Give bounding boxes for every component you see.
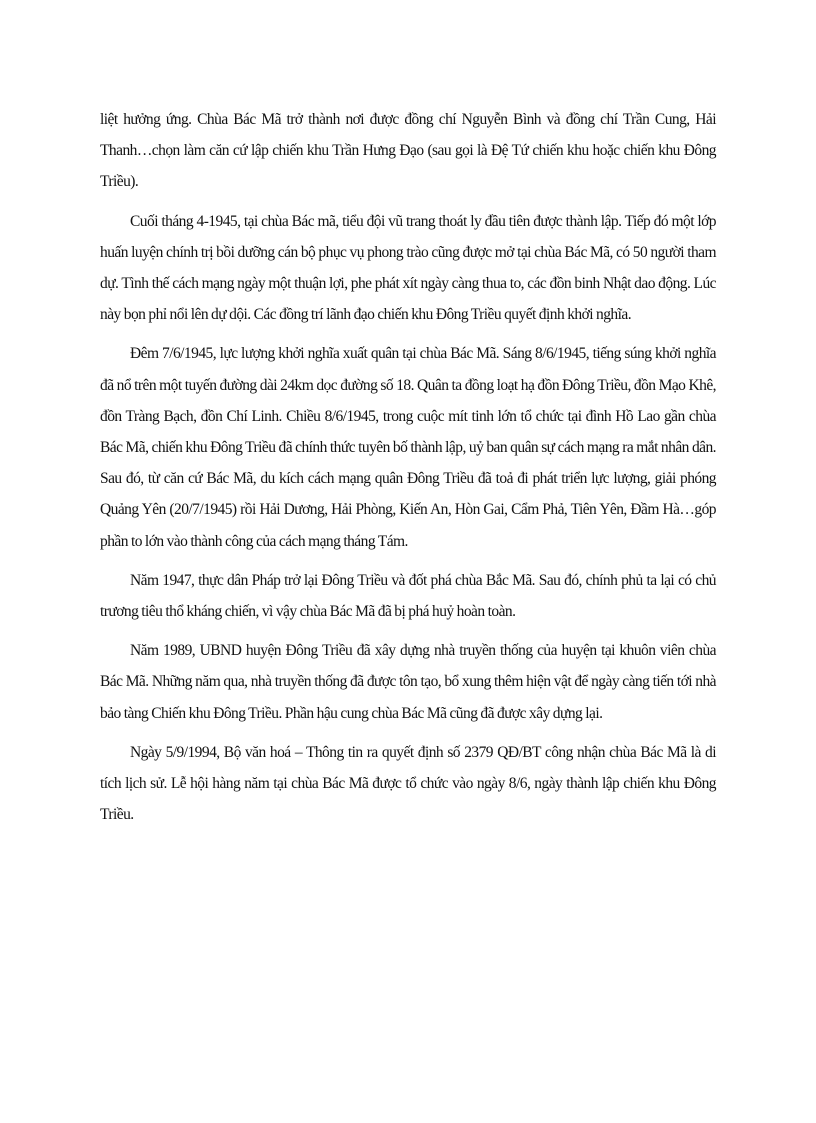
paragraph-3: Đêm 7/6/1945, lực lượng khởi nghĩa xuất quân tại chùa Bác Mã. Sáng 8/6/1945, tiếng súng khởi nghĩa đã nổ trên một tuyến đường dài 24km dọc đường số 18. Quân ta đồng loạt hạ đồn Đông Triều, đồn Mạo Khê, đồn Tràng Bạch, đồn Chí Linh. Chiều 8/6/1945, trong cuộc mít tinh lớn tổ chức tại đình Hồ Lao gần chùa Bác Mã, chiến khu Đông Triều đã chính thức tuyên bố thành lập, uỷ ban quân sự cách mạng ra mắt nhân dân. Sau đó, từ căn cứ Bác Mã, du kích cách mạng quân Đông Triều đã toả đi phát triển lực lượng, giải phóng Quảng Yên (20/7/1945) rồi Hải Dương, Hải Phòng, Kiến An, Hòn Gai, Cẩm Phả, Tiên Yên, Đầm Hà…góp phần to lớn vào thành công của cách mạng tháng Tám. [100,345,716,550]
paragraph-1: liệt hưởng ứng. Chùa Bác Mã trở thành nơi được đồng chí Nguyễn Bình và đồng chí Trần Cung, Hải Thanh…chọn làm căn cứ lập chiến khu Trần Hưng Đạo (sau gọi là Đệ Tứ chiến khu hoặc chiến khu Đông Triều). [100,111,716,191]
paragraph-4: Năm 1947, thực dân Pháp trở lại Đông Triều và đốt phá chùa Bắc Mã. Sau đó, chính phủ ta lại có chủ trương tiêu thổ kháng chiến, vì vậy chùa Bác Mã đã bị phá huỷ hoàn toàn. [100,571,716,621]
paragraph-6: Ngày 5/9/1994, Bộ văn hoá – Thông tin ra quyết định số 2379 QĐ/BT công nhận chùa Bác Mã là di tích lịch sử. Lễ hội hàng năm tại chùa Bác Mã được tổ chức vào ngày 8/6, ngày thành lập chiến khu Đông Triều. [100,743,716,824]
paragraph-2: Cuối tháng 4-1945, tại chùa Bác mã, tiểu đội vũ trang thoát ly đầu tiên được thành lập. Tiếp đó một lớp huấn luyện chính trị bồi dưỡng cán bộ phục vụ phong trào cũng được mở tại chùa Bác Mã, có 50 người tham dự. Tình thế cách mạng ngày một thuận lợi, phe phát xít ngày càng thua to, các đồn binh Nhật dao động. Lúc này bọn phỉ nổi lên dự dội. Các đồng trí lãnh đạo chiến khu Đông Triều quyết định khởi nghĩa. [100,212,716,324]
document-page [100,104,716,838]
paragraph-5: Năm 1989, UBND huyện Đông Triều đã xây dựng nhà truyền thống của huyện tại khuôn viên chùa Bác Mã. Những năm qua, nhà truyền thống đã được tôn tạo, bổ xung thêm hiện vật để ngày càng tiến tới nhà bảo tàng Chiến khu Đông Triều. Phần hậu cung chùa Bác Mã cũng đã được xây dựng lại. [100,642,716,722]
